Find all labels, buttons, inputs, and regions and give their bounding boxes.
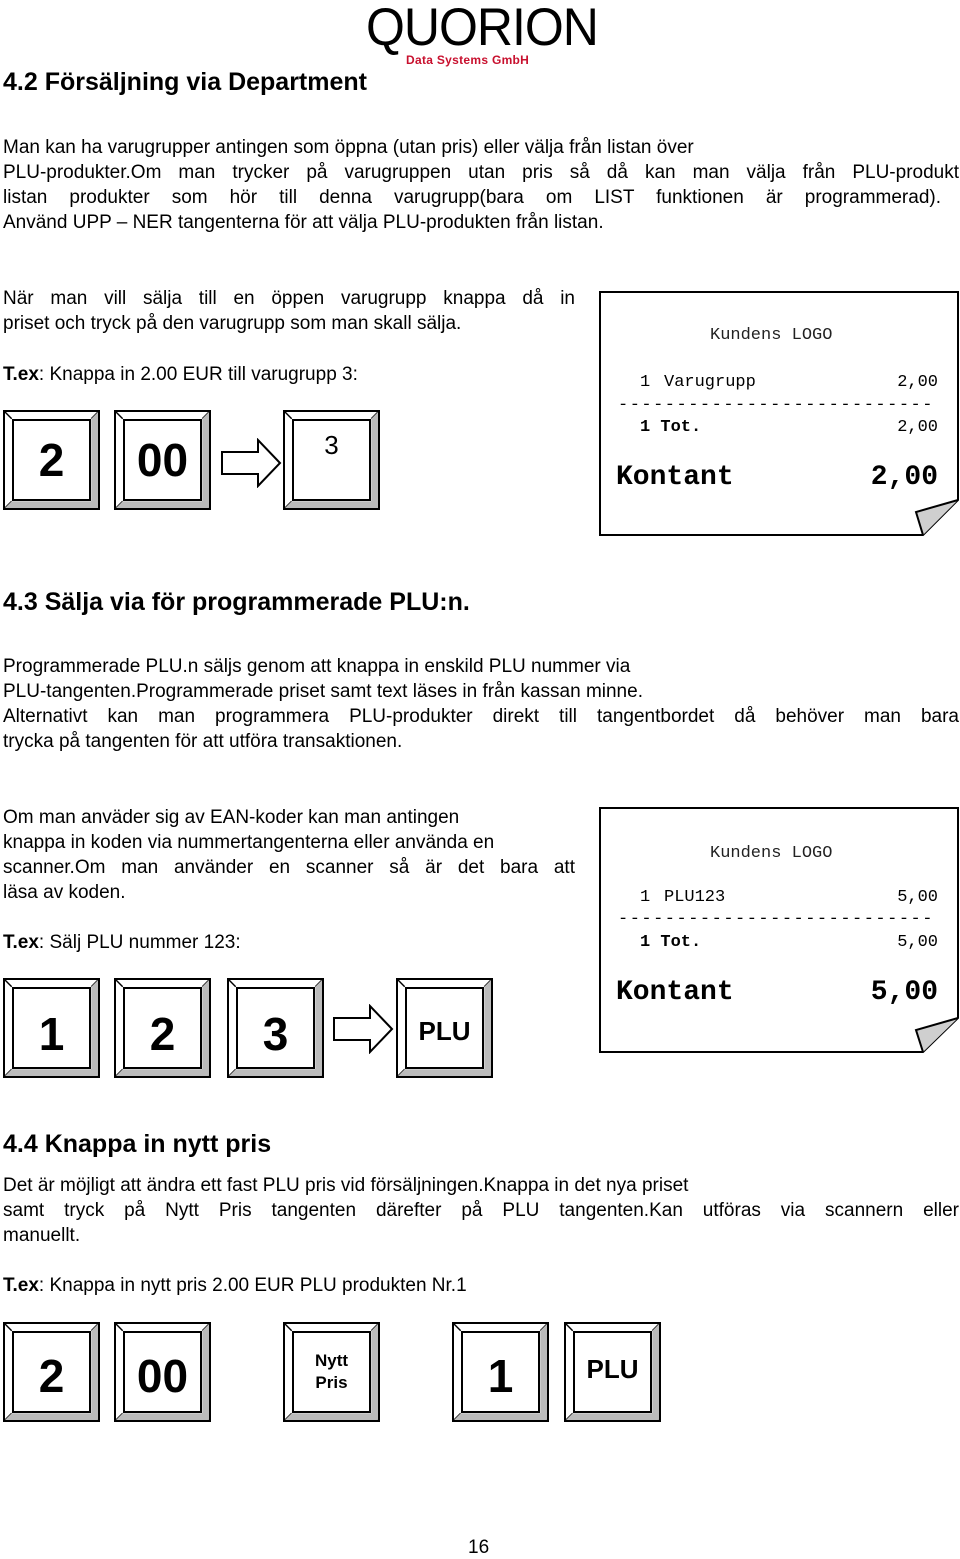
text-line: Om man anväder sig av EAN-koder kan man antingen xyxy=(3,807,460,828)
receipt-total-label: 1 Tot. xyxy=(640,418,702,437)
paragraph-4-3-ean xyxy=(3,805,575,905)
key-label-line: Nytt xyxy=(314,1351,349,1370)
receipt-payment-amount: 5,00 xyxy=(870,977,938,1008)
paragraph-4-3-intro xyxy=(3,654,959,754)
logo-subtitle: Data Systems GmbH xyxy=(406,53,530,67)
key-label-line: Pris xyxy=(315,1373,348,1392)
key-2 xyxy=(3,410,100,510)
receipt-divider: --------------------------- xyxy=(618,396,934,415)
key-plu xyxy=(564,1322,661,1422)
receipt-line-name: PLU123 xyxy=(664,888,726,907)
key-3 xyxy=(227,978,324,1078)
text-line: knappa in koden via nummertangenterna eller använda en xyxy=(3,832,495,853)
text-line: trycka på tangenten för att utföra transaktionen. xyxy=(3,731,403,752)
receipt-line-name: Varugrupp xyxy=(664,373,756,392)
receipt-line-amount: 5,00 xyxy=(897,888,938,907)
key-label: 1 xyxy=(38,1008,65,1060)
receipt-total-amount: 2,00 xyxy=(897,418,938,437)
example-4-2 xyxy=(3,362,358,387)
text-line: Alternativt kan man programmera PLU-produkter direkt till tangentbordet då behöver man bara xyxy=(3,706,959,727)
receipt-payment-label: Kontant xyxy=(616,462,734,493)
heading-4-4: 4.4 Knappa in nytt pris xyxy=(3,1130,272,1158)
example-prefix: T.ex xyxy=(3,932,39,953)
arrow-right-icon xyxy=(332,1004,394,1054)
key-1 xyxy=(452,1322,549,1422)
key-label: 1 xyxy=(487,1350,514,1402)
receipt-total-label: 1 Tot. xyxy=(640,933,702,952)
text-line: Använd UPP – NER tangenterna för att välja PLU-produkten från listan. xyxy=(3,212,604,233)
key-label: 00 xyxy=(136,1350,189,1402)
text-line: scanner.Om man använder en scanner så är det bara att xyxy=(3,857,575,878)
receipt-line-amount: 2,00 xyxy=(897,373,938,392)
key-1 xyxy=(3,978,100,1078)
heading-4-3: 4.3 Sälja via för programmerade PLU:n. xyxy=(3,588,470,616)
arrow-right-icon xyxy=(220,438,282,488)
text-line: manuellt. xyxy=(3,1225,81,1246)
logo-text: QUORION xyxy=(366,0,598,57)
example-4-3 xyxy=(3,930,241,955)
receipt-logo: Kundens LOGO xyxy=(710,326,833,345)
receipt-total-amount: 5,00 xyxy=(897,933,938,952)
example-text: : Knappa in 2.00 EUR till varugrupp 3: xyxy=(38,364,358,385)
key-2 xyxy=(3,1322,100,1422)
key-new-price xyxy=(283,1322,380,1422)
text-line: Programmerade PLU.n säljs genom att knappa in enskild PLU nummer via xyxy=(3,656,631,677)
receipt-payment-amount: 2,00 xyxy=(870,462,938,493)
paragraph-4-2-intro xyxy=(3,135,959,235)
page-number: 16 xyxy=(468,1537,490,1558)
receipt-4-2 xyxy=(598,290,960,540)
text-line: PLU-produkter.Om man trycker på varugruppen utan pris så då kan man välja från PLU-produkt xyxy=(3,162,959,183)
paragraph-4-2-open-group xyxy=(3,286,575,336)
text-line: Det är möjligt att ändra ett fast PLU pris vid försäljningen.Knappa in det nya priset xyxy=(3,1175,689,1196)
receipt-divider: --------------------------- xyxy=(618,910,934,929)
key-2 xyxy=(114,978,211,1078)
receipt-line-qty: 1 xyxy=(640,888,651,907)
key-label: 3 xyxy=(262,1008,289,1060)
key-label: 3 xyxy=(324,430,339,460)
key-label: 2 xyxy=(38,1350,65,1402)
example-prefix: T.ex xyxy=(3,364,39,385)
text-line: När man vill sälja till en öppen varugrupp knappa då in xyxy=(3,288,575,309)
receipt-line-qty: 1 xyxy=(640,373,651,392)
company-logo xyxy=(366,2,596,68)
key-00 xyxy=(114,410,211,510)
receipt-payment-label: Kontant xyxy=(616,977,734,1008)
receipt-logo: Kundens LOGO xyxy=(710,844,833,863)
key-00 xyxy=(114,1322,211,1422)
text-line: läsa av koden. xyxy=(3,882,126,903)
text-line: priset och tryck på den varugrupp som man skall sälja. xyxy=(3,313,462,334)
example-prefix: T.ex xyxy=(3,1275,39,1296)
key-department-3 xyxy=(283,410,380,510)
example-text: : Knappa in nytt pris 2.00 EUR PLU produkten Nr.1 xyxy=(38,1275,467,1296)
example-text: : Sälj PLU nummer 123: xyxy=(38,932,241,953)
key-label: 2 xyxy=(38,434,65,486)
text-line: Man kan ha varugrupper antingen som öppna (utan pris) eller välja från listan över xyxy=(3,137,694,158)
key-plu xyxy=(396,978,493,1078)
key-label: 2 xyxy=(149,1008,176,1060)
key-label: PLU xyxy=(586,1353,639,1384)
example-4-4 xyxy=(3,1273,467,1298)
text-line: listan produkter som hör till denna varugrupp(bara om LIST funktionen är programmerad). xyxy=(3,187,941,208)
key-label: 00 xyxy=(136,434,189,486)
receipt-4-3 xyxy=(598,806,960,1056)
heading-4-2: 4.2 Försäljning via Department xyxy=(3,68,367,96)
key-label: PLU xyxy=(418,1015,471,1046)
paragraph-4-4 xyxy=(3,1173,959,1248)
text-line: PLU-tangenten.Programmerade priset samt text läses in från kassan minne. xyxy=(3,681,643,702)
key-label xyxy=(285,1324,378,1420)
text-line: samt tryck på Nytt Pris tangenten därefter på PLU tangenten.Kan utföras via scannern eller xyxy=(3,1200,959,1221)
